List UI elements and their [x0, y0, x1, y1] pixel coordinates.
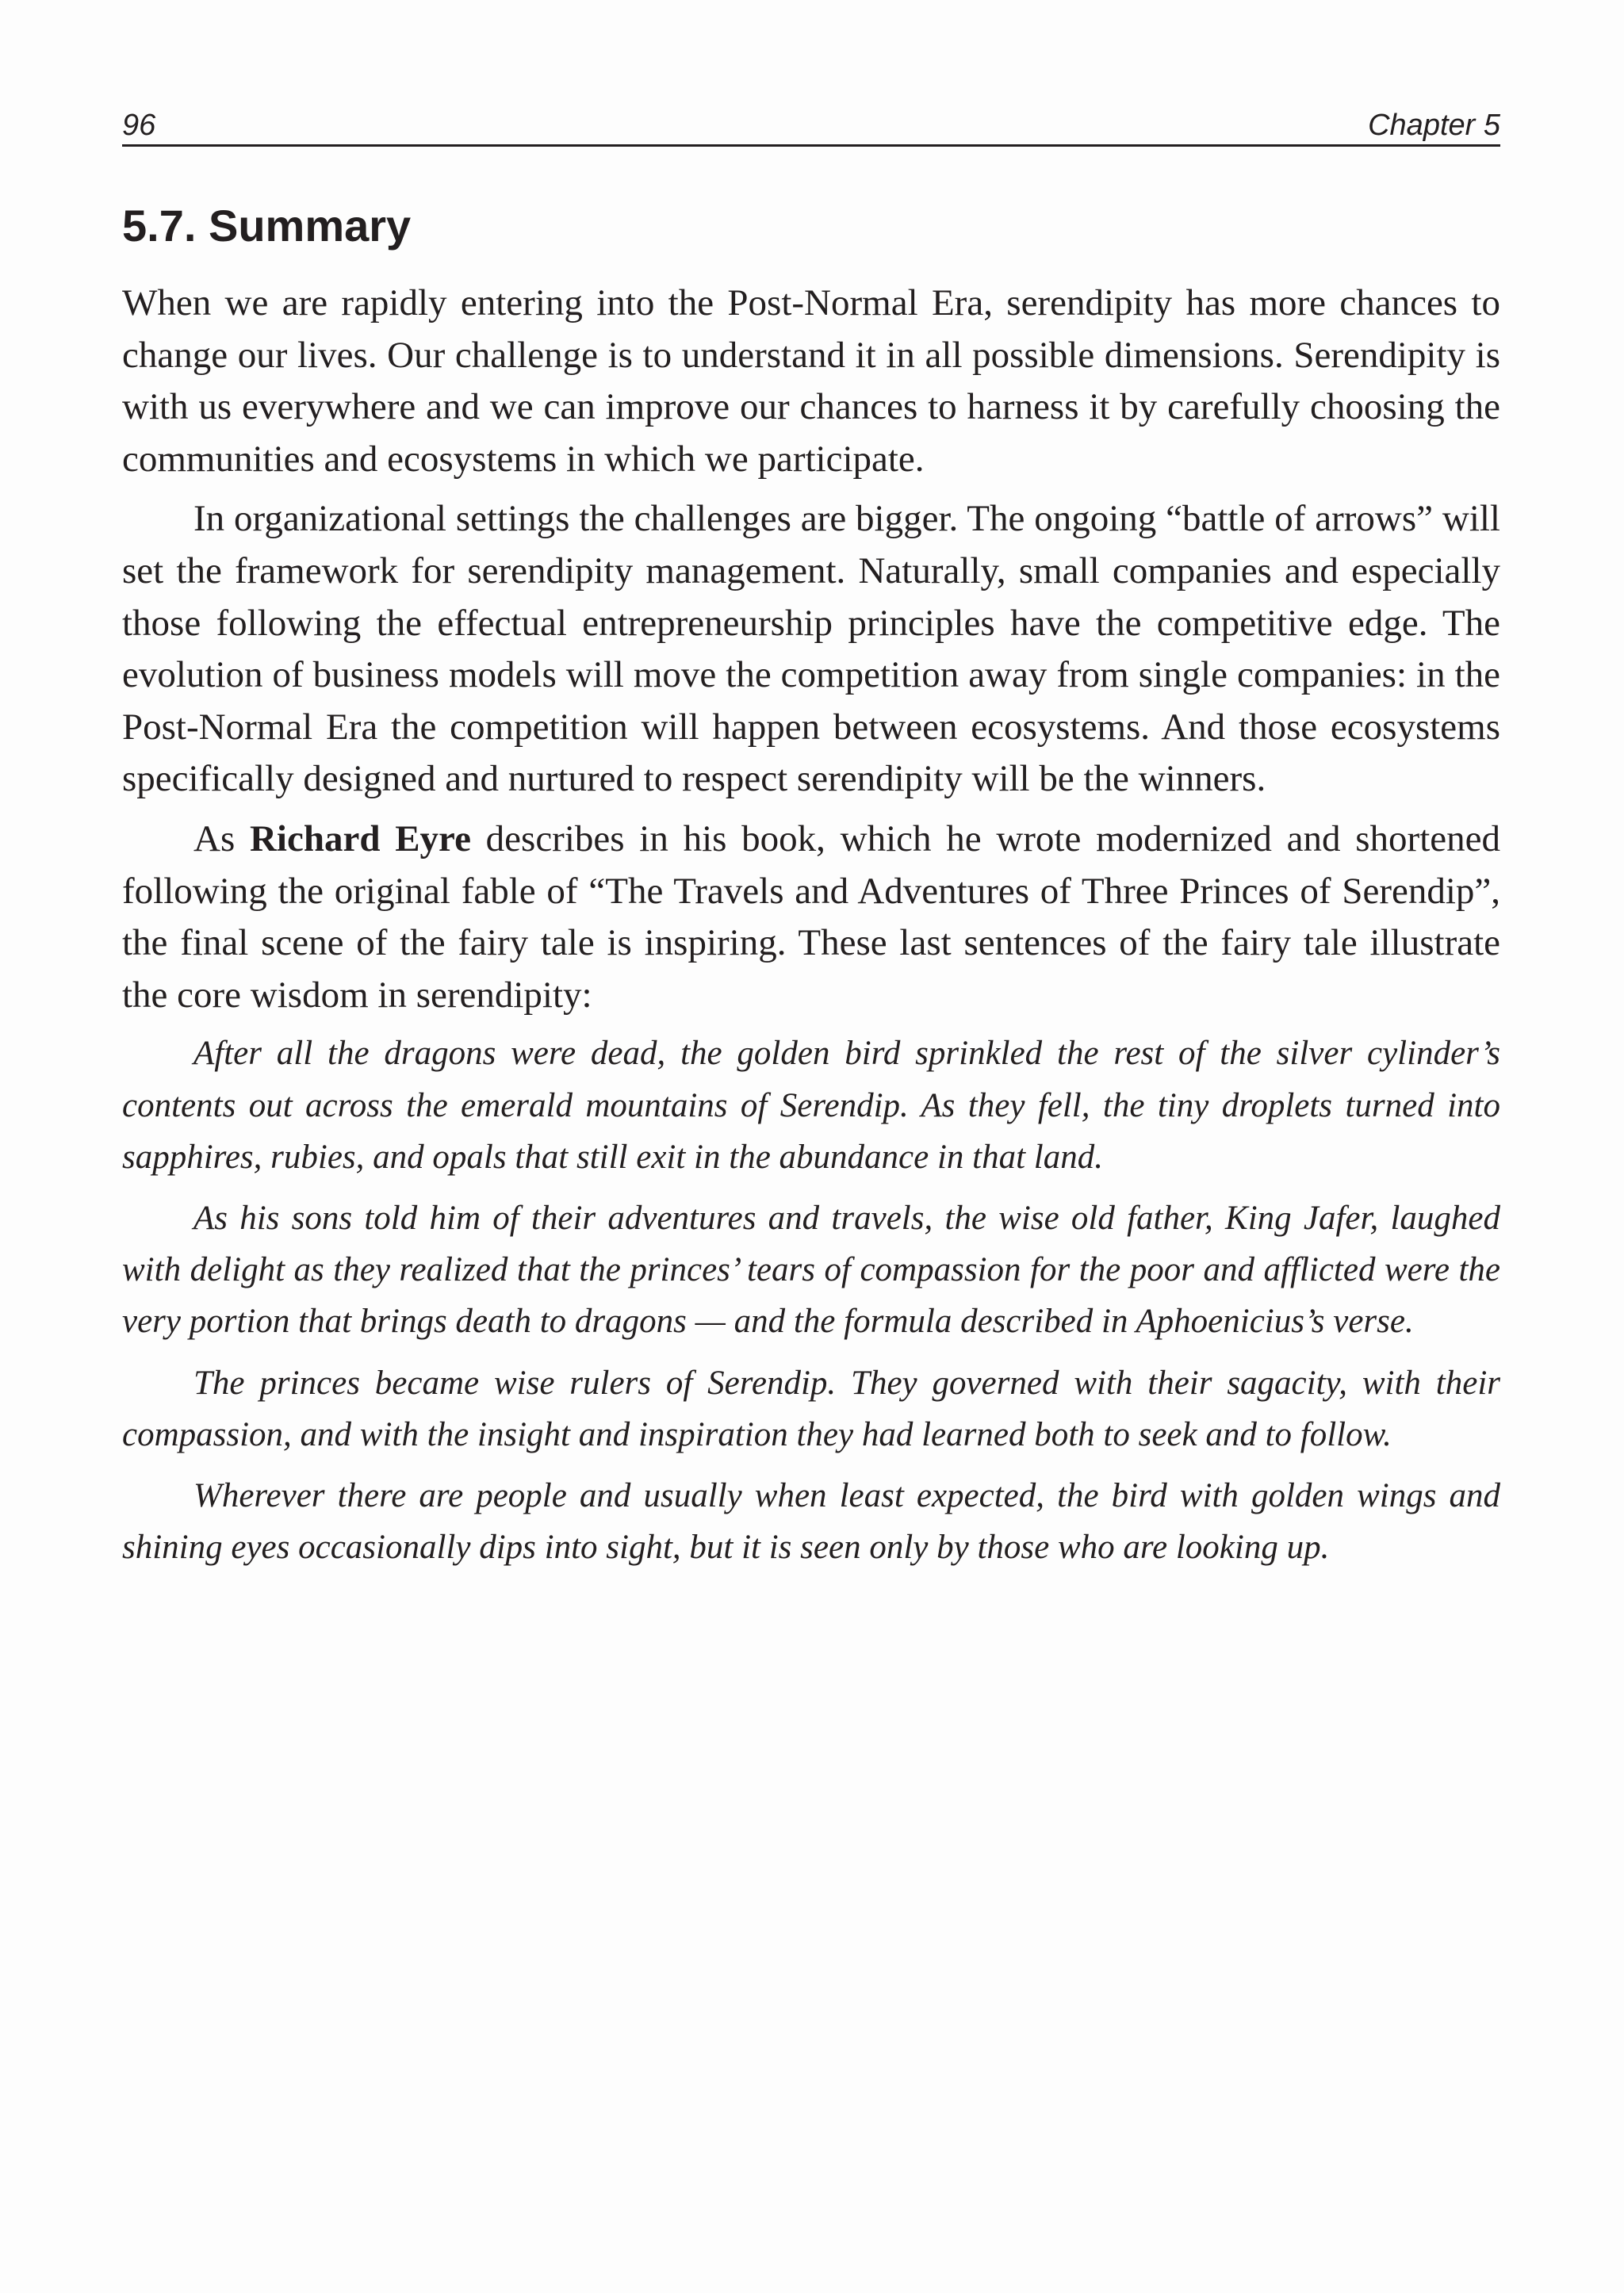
- chapter-label: Chapter 5: [1368, 109, 1500, 142]
- paragraph-organizational: In organizational settings the challenges are bigger. The ongoing “battle of arrows” will set the framework for serendipity management. Naturally, small companies and especially those following the effectual entrepreneurship principles have the competitive edge. The evolution of business models will move the competition away from single companies: in the Post-Normal Era the competition will happen between ecosystems. And those ecosystems specifically designed and nurtured to respect serendipity will be the winners.: [122, 498, 1500, 800]
- running-header: [122, 106, 1500, 147]
- quote-paragraph: Wherever there are people and usually when least expected, the bird with golden wings and shining eyes occasionally dips into sight, but it is seen only by those who are looking up.: [122, 1476, 1500, 1567]
- body-text: [122, 278, 1500, 1573]
- page-number: 96: [122, 109, 156, 142]
- quote-paragraph: As his sons told him of their adventures and travels, the wise old father, King Jafer, laughed with delight as they realized that the princes’ tears of compassion for the poor and afflicted were the very portion that brings death to dragons — and the formula described in Aphoenicius’s verse.: [122, 1199, 1500, 1341]
- section-title: 5.7. Summary: [122, 201, 412, 251]
- eyre-text-before: As: [193, 817, 250, 859]
- author-name: Richard Eyre: [249, 817, 471, 859]
- paragraph-intro: When we are rapidly entering into the Post-Normal Era, serendipity has more chances to change our lives. Our challenge is to understand it in all possible dimensions. Serendipity is with us everywhere and we can improve our chances to harness it by carefully choosing the communities and ecosystems in which we participate.: [122, 282, 1500, 480]
- paragraph-eyre: [122, 813, 1500, 1021]
- quote-paragraph: The princes became wise rulers of Serendip. They governed with their sagacity, with their compassion, and with the insight and inspiration they had learned both to seek and to follow.: [122, 1364, 1500, 1453]
- quote-paragraph: After all the dragons were dead, the golden bird sprinkled the rest of the silver cylinder’s contents out across the emerald mountains of Serendip. As they fell, the tiny droplets turned into sapphires, rubies, and opals that still exit in the abundance in that land.: [122, 1035, 1500, 1176]
- eyre-text-after: describes in his book, which he wrote modernized and shortened following the original fable of “The Travels and Adventures of Three Princes of Serendip”, the final scene of the fairy tale is inspiring. These last sentences of the fairy tale illustrate the core wisdom in serendipity:: [122, 817, 1500, 1016]
